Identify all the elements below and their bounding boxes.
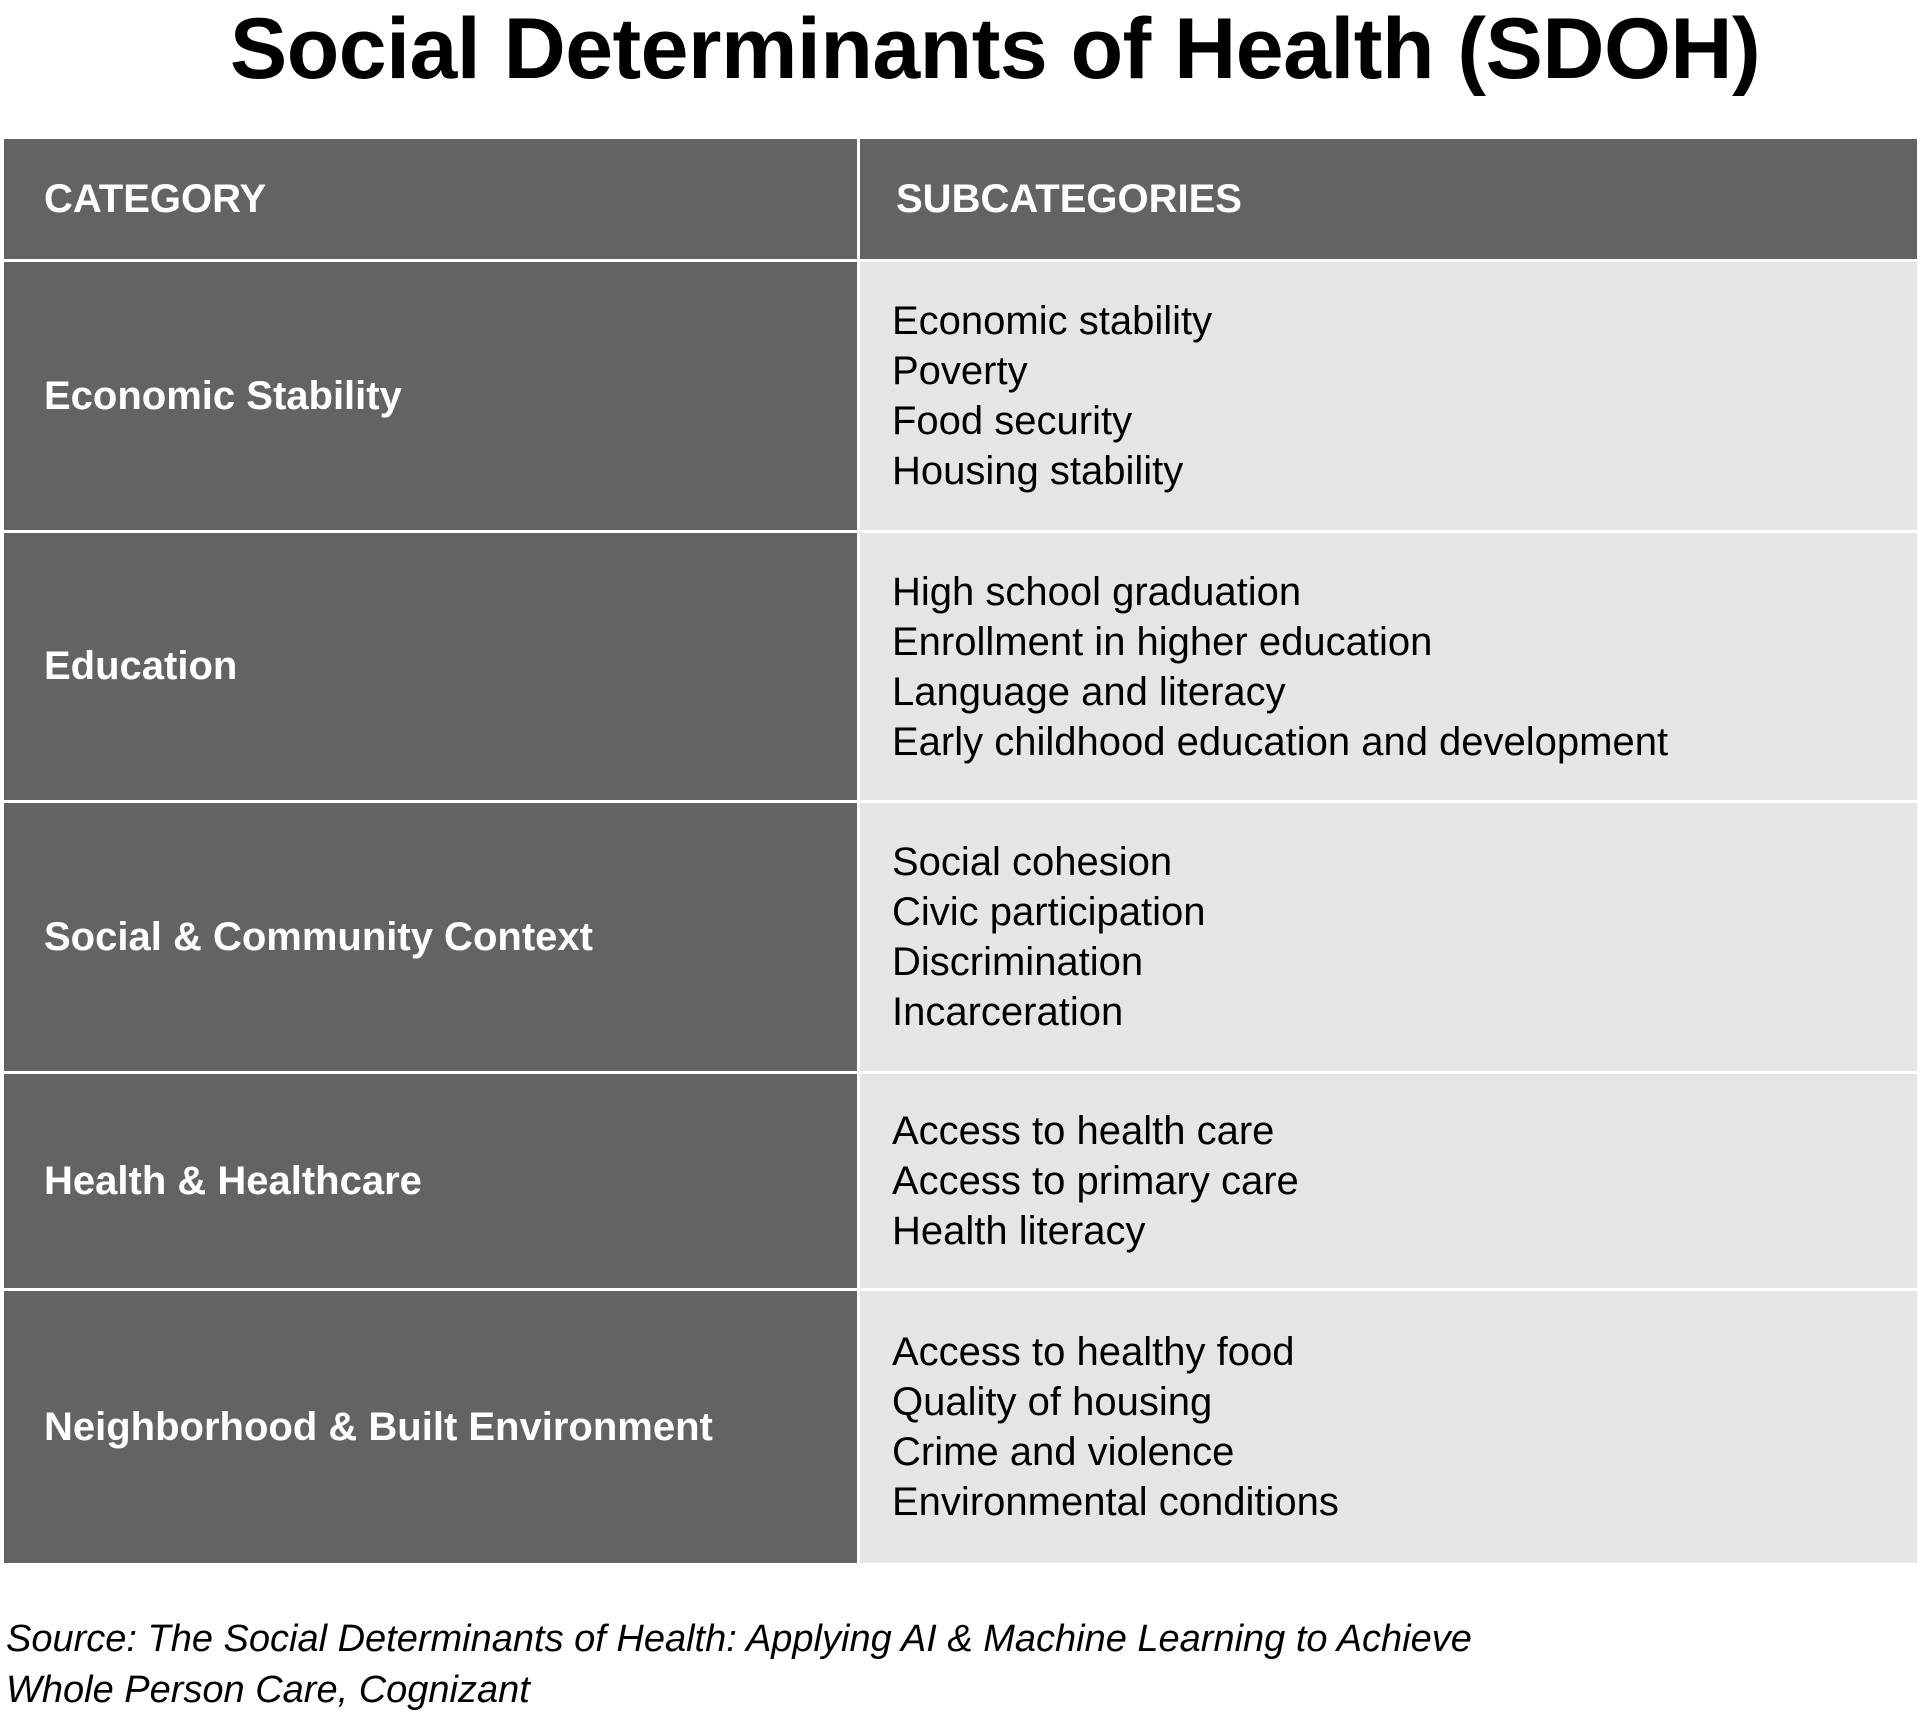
subcategory-cell: [860, 1074, 1917, 1288]
subcategory-item: Housing stability: [892, 449, 1184, 493]
subcategory-item: Access to primary care: [892, 1159, 1299, 1203]
category-cell: Economic Stability: [4, 262, 857, 530]
subcategory-item: Civic participation: [892, 890, 1206, 934]
subcategory-item: Quality of housing: [892, 1380, 1213, 1424]
source-line: Whole Person Care, Cognizant: [6, 1669, 530, 1711]
subcategory-item: Language and literacy: [892, 669, 1286, 714]
sdoh-table: [4, 139, 1916, 1563]
subcategory-item: Discrimination: [892, 940, 1144, 984]
subcategory-cell: [860, 803, 1917, 1071]
subcategory-item: Enrollment in higher education: [892, 619, 1433, 664]
subcategory-item: Incarceration: [892, 990, 1124, 1034]
subcategory-item: Poverty: [892, 349, 1028, 393]
subcategory-cell: [860, 533, 1917, 800]
subcategory-cell: [860, 262, 1917, 530]
header-subcategories: SUBCATEGORIES: [860, 139, 1917, 259]
subcategory-item: Social cohesion: [892, 840, 1173, 884]
subcategory-item: Access to healthy food: [892, 1330, 1295, 1374]
subcategory-item: Environmental conditions: [892, 1480, 1339, 1524]
page-title: Social Determinants of Health (SDOH): [229, 1, 1761, 97]
subcategory-item: High school graduation: [892, 569, 1302, 614]
subcategory-item: Access to health care: [892, 1109, 1275, 1153]
subcategory-item: Crime and violence: [892, 1430, 1235, 1474]
category-cell: Social & Community Context: [4, 803, 857, 1071]
category-cell: Health & Healthcare: [4, 1074, 857, 1288]
category-cell: Neighborhood & Built Environment: [4, 1291, 857, 1563]
source-citation: [6, 1614, 1472, 1716]
category-cell: Education: [4, 533, 857, 800]
subcategory-item: Food security: [892, 399, 1133, 443]
subcategory-item: Economic stability: [892, 299, 1213, 343]
source-line: Source: The Social Determinants of Health: Applying AI & Machine Learning to Achieve: [6, 1618, 1472, 1660]
header-category: CATEGORY: [4, 139, 857, 259]
subcategory-cell: [860, 1291, 1917, 1563]
subcategory-item: Early childhood education and development: [892, 719, 1669, 764]
subcategory-item: Health literacy: [892, 1209, 1146, 1253]
